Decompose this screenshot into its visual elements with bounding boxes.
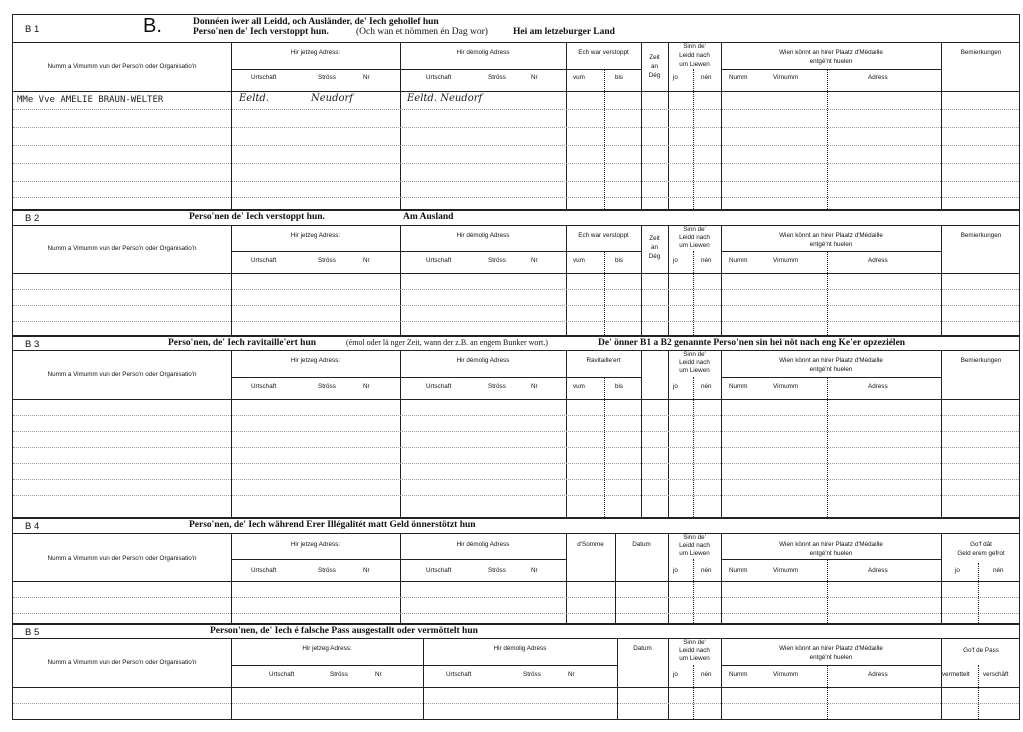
street-label: Ströss xyxy=(488,383,506,390)
person-label: Numm a Vimumm vun der Perso'n oder Organisatio'n xyxy=(47,245,197,252)
street-label: Ströss xyxy=(523,671,541,678)
medal-label-2: entgé'nt huelen xyxy=(809,654,853,661)
current-address-label: Hir jetzeg Adress: xyxy=(290,357,341,364)
person-label: Numm a Vimumm vun der Perso'n oder Organisatio'n xyxy=(47,371,197,378)
section-b4 xyxy=(12,518,1020,624)
firstname-label: Virnumm xyxy=(773,74,799,81)
number-label: Nr xyxy=(568,671,575,678)
section-code: B 1 xyxy=(25,24,40,35)
no-label: nén xyxy=(701,74,712,81)
entry-name[interactable]: MMe Vve AMELIE BRAUN-WELTER xyxy=(17,95,164,105)
address-label: Adress xyxy=(868,567,888,574)
street-label: Ströss xyxy=(488,257,506,264)
street-label: Ströss xyxy=(330,671,348,678)
remarks-label: Bemierkungen xyxy=(960,49,1002,56)
entry-current-street[interactable]: Neudorf xyxy=(311,93,354,104)
former-address-label: Hir démolig Adress xyxy=(456,49,510,56)
person-label: Numm a Vimumm vun der Perso'n oder Organisatio'n xyxy=(47,659,197,666)
from-label: vum xyxy=(573,257,585,264)
willing-label-3: um Liewen xyxy=(679,550,710,557)
locality-label: Urtschaft xyxy=(251,383,277,390)
street-label: Ströss xyxy=(488,567,506,574)
entry-current-locality[interactable]: Eeltd. xyxy=(239,93,270,104)
section-code: B 2 xyxy=(25,213,40,224)
duration-label-2: an xyxy=(650,244,658,251)
remarks-label: Bemierkungen xyxy=(960,232,1002,239)
former-address-label: Hir démolig Adress xyxy=(456,541,510,548)
section-b5 xyxy=(12,624,1020,720)
willing-label-2: Leidd nach xyxy=(679,234,710,241)
willing-label-1: Sinn de' xyxy=(683,43,706,50)
number-label: Nr xyxy=(363,567,370,574)
willing-label-1: Sinn de' xyxy=(683,534,706,541)
section-title: Person'nen, de' Iech é falsche Pass ausgestallt oder vermöttelt hun xyxy=(210,626,478,636)
medal-label-1: Wien könnt an hirer Plaatz d'Médaille xyxy=(779,541,883,548)
number-label: Nr xyxy=(363,257,370,264)
address-label: Adress xyxy=(868,671,888,678)
number-label: Nr xyxy=(531,74,538,81)
entry-former-address[interactable]: Eeltd. Neudorf xyxy=(407,93,483,104)
remarks-label: Bemierkungen xyxy=(960,357,1002,364)
section-header xyxy=(13,519,1019,534)
willing-label-3: um Liewen xyxy=(679,367,710,374)
section-letter: B. xyxy=(143,15,162,37)
section-header xyxy=(13,211,1019,226)
section-title: Perso'nen, de' Iech ravitaille'ert hun xyxy=(168,338,317,348)
hidden-label: Ech war verstoppt xyxy=(578,232,629,239)
duration-label-3: Dég xyxy=(648,253,661,260)
number-label: Nr xyxy=(531,567,538,574)
no-label: nén xyxy=(993,567,1004,574)
street-label: Ströss xyxy=(318,74,336,81)
locality-label: Urtschaft xyxy=(251,74,277,81)
yes-label: jo xyxy=(673,383,678,390)
section-code: B 4 xyxy=(25,521,40,532)
hidden-label: Ech war verstoppt xyxy=(578,49,629,56)
address-label: Adress xyxy=(868,74,888,81)
section-title-note: (émol oder lä nger Zeit, wann der z.B. an engem Bunker wort.) xyxy=(346,338,548,347)
address-label: Adress xyxy=(868,257,888,264)
street-label: Ströss xyxy=(318,257,336,264)
to-label: bis xyxy=(615,257,624,264)
yes-label: jo xyxy=(673,257,678,264)
obtained-label: verschâft xyxy=(983,671,1009,678)
sum-label: d'Somme xyxy=(577,541,604,548)
header-line2a: Perso'nen de' Iech verstoppt hun. xyxy=(193,27,329,37)
current-address-label: Hir jetzeg Adress: xyxy=(302,645,352,652)
medal-label-2: entgé'nt huelen xyxy=(809,241,853,248)
locality-label: Urtschaft xyxy=(269,671,295,678)
from-label: vum xyxy=(573,74,585,81)
header-line2b: (Och wan et nömmen én Dag wor) xyxy=(356,27,488,37)
name-label: Numm xyxy=(729,567,748,574)
name-label: Numm xyxy=(729,74,748,81)
name-label: Numm xyxy=(729,671,748,678)
willing-label-1: Sinn de' xyxy=(683,351,706,358)
date-label: Datum xyxy=(632,541,651,548)
locality-label: Urtschaft xyxy=(426,567,452,574)
duration-label-1: Zeit xyxy=(649,54,660,61)
number-label: Nr xyxy=(531,257,538,264)
medal-label-1: Wien könnt an hirer Plaatz d'Médaille xyxy=(779,232,883,239)
to-label: bis xyxy=(615,74,624,81)
no-label: nén xyxy=(701,671,712,678)
street-label: Ströss xyxy=(488,74,506,81)
person-label: Numm a Vimumm vun der Perso'n oder Organisatio'n xyxy=(47,555,197,562)
street-label: Ströss xyxy=(318,383,336,390)
section-title: Perso'nen, de' Iech während Erer Illégalitét matt Geld önnerstötzt hun xyxy=(189,520,476,530)
willing-label-2: Leidd nach xyxy=(679,52,710,59)
firstname-label: Virnumm xyxy=(773,567,799,574)
header-line1: Donnéen iwer all Leidd, och Ausländer, de' Iech gehollef hun xyxy=(193,17,439,27)
locality-label: Urtschaft xyxy=(446,671,472,678)
street-label: Ströss xyxy=(318,567,336,574)
section-b1 xyxy=(12,14,1020,210)
section-title-2: De' önner B1 a B2 genannte Perso'nen sin hei nöt nach eng Ke'er opzeziélen xyxy=(598,338,906,348)
medal-label-1: Wien könnt an hirer Plaatz d'Médaille xyxy=(779,357,883,364)
to-label: bis xyxy=(615,383,624,390)
medal-label-2: entgé'nt huelen xyxy=(809,550,853,557)
section-b2 xyxy=(12,210,1020,336)
section-b3 xyxy=(12,336,1020,518)
money-returned-label-2: Geld erem gefrot xyxy=(957,550,1005,557)
willing-label-2: Leidd nach xyxy=(679,647,710,654)
header-line2c: Hei am letzeburger Land xyxy=(513,27,615,37)
from-label: vum xyxy=(573,383,585,390)
no-label: nén xyxy=(701,257,712,264)
locality-label: Urtschaft xyxy=(426,383,452,390)
locality-label: Urtschaft xyxy=(426,257,452,264)
section-title-2: Am Ausland xyxy=(403,212,454,222)
current-address-label: Hir jetzeg Adress: xyxy=(290,541,341,548)
number-label: Nr xyxy=(531,383,538,390)
yes-label: jo xyxy=(673,74,678,81)
address-label: Adress xyxy=(868,383,888,390)
name-label: Numm xyxy=(729,257,748,264)
name-label: Numm xyxy=(729,383,748,390)
former-address-label: Hir démolig Adress xyxy=(456,232,510,239)
medal-label-2: entgé'nt huelen xyxy=(809,366,853,373)
no-label: nén xyxy=(701,383,712,390)
willing-label-2: Leidd nach xyxy=(679,542,710,549)
locality-label: Urtschaft xyxy=(426,74,452,81)
willing-label-3: um Liewen xyxy=(679,655,710,662)
section-header xyxy=(13,625,1019,639)
medal-label-1: Wien könnt an hirer Plaatz d'Médaille xyxy=(779,645,883,652)
section-title: Perso'nen de' Iech verstoppt hun. xyxy=(189,212,325,222)
section-code: B 5 xyxy=(25,627,40,638)
locality-label: Urtschaft xyxy=(251,567,277,574)
yes-label: jo xyxy=(673,567,678,574)
person-label: Numm a Vimumm vun der Perso'n oder Organisatio'n xyxy=(47,63,197,70)
former-address-label: Hir démolig Adress xyxy=(456,357,510,364)
no-label: nén xyxy=(701,567,712,574)
number-label: Nr xyxy=(363,383,370,390)
issued-label: vermettelt xyxy=(942,671,970,678)
willing-label-3: um Liewen xyxy=(679,242,710,249)
supplied-label: Ravitaille'ert xyxy=(586,357,621,364)
firstname-label: Virnumm xyxy=(773,257,799,264)
duration-label-2: an xyxy=(650,63,658,70)
duration-label-1: Zeit xyxy=(649,235,660,242)
passport-label: Go'f de Pass xyxy=(963,647,999,654)
yes-label: jo xyxy=(673,671,678,678)
willing-label-1: Sinn de' xyxy=(683,226,706,233)
duration-label-3: Dég xyxy=(648,72,661,79)
date-label: Datum xyxy=(633,645,652,652)
firstname-label: Virnumm xyxy=(773,383,799,390)
willing-label-2: Leidd nach xyxy=(679,359,710,366)
locality-label: Urtschaft xyxy=(251,257,277,264)
former-address-label: Hir démolig Adress xyxy=(493,645,547,652)
section-code: B 3 xyxy=(25,339,40,350)
number-label: Nr xyxy=(363,74,370,81)
willing-label-3: um Liewen xyxy=(679,61,710,68)
firstname-label: Virnumm xyxy=(773,671,799,678)
willing-label-1: Sinn de' xyxy=(683,639,706,646)
money-returned-label-1: Go'f dât xyxy=(970,541,992,548)
medal-label-1: Wien könnt an hirer Plaatz d'Médaille xyxy=(779,49,883,56)
medal-label-2: entgé'nt huelen xyxy=(809,58,853,65)
current-address-label: Hir jetzeg Adress: xyxy=(290,49,341,56)
yes-label: jo xyxy=(955,567,960,574)
number-label: Nr xyxy=(375,671,382,678)
current-address-label: Hir jetzeg Adress: xyxy=(290,232,341,239)
